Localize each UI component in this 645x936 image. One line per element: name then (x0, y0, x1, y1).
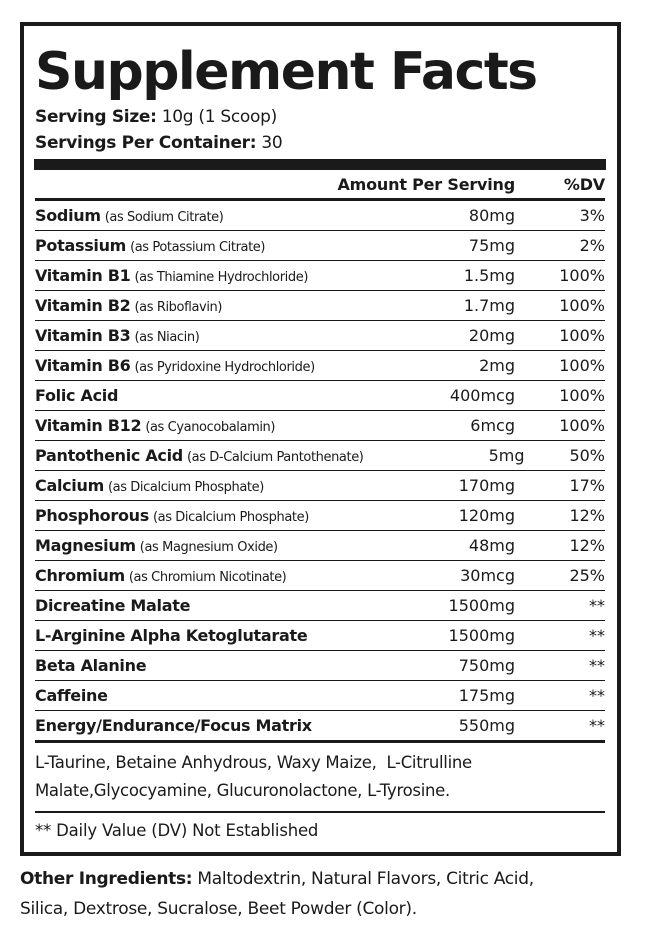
table-row (35, 651, 605, 681)
nutrient-amount: 170mg (458, 476, 515, 495)
servings-per-container (35, 130, 605, 156)
nutrient-source: (as Pyridoxine Hydrochloride) (134, 360, 315, 375)
table-row (35, 351, 605, 381)
nutrient-dv: 2% (579, 236, 605, 255)
table-row (35, 261, 605, 291)
nutrient-source: (as Thiamine Hydrochloride) (134, 270, 308, 285)
nutrient-amount: 1.5mg (463, 266, 515, 285)
nutrient-name: Chromium (35, 566, 125, 585)
nutrient-name-cell (35, 596, 335, 615)
nutrient-name-cell (35, 716, 335, 735)
nutrient-amount: 750mg (458, 656, 515, 675)
nutrient-source: (as Cyanocobalamin) (145, 420, 276, 435)
nutrient-dv: 100% (559, 266, 605, 285)
nutrient-source: (as Dicalcium Phosphate) (152, 510, 309, 525)
nutrient-name: Phosphorous (35, 506, 149, 525)
table-row (35, 231, 605, 261)
other-ingredients (20, 864, 625, 924)
nutrient-amount: 80mg (468, 206, 515, 225)
nutrient-name: Calcium (35, 476, 104, 495)
nutrient-dv: 50% (569, 446, 605, 465)
nutrient-dv: ** (589, 596, 605, 615)
servings-label: Servings Per Container: (35, 133, 257, 153)
nutrient-dv: ** (589, 656, 605, 675)
nutrient-name: L-Arginine Alpha Ketoglutarate (35, 626, 308, 645)
nutrient-amount: 5mg (488, 446, 525, 465)
dv-header: %DV (563, 174, 605, 194)
dv-footnote: ** Daily Value (DV) Not Established (35, 821, 319, 840)
nutrient-name: Beta Alanine (35, 656, 147, 675)
table-row (35, 321, 605, 351)
table-row (35, 591, 605, 621)
nutrient-name-cell (35, 656, 335, 675)
nutrient-name-cell (35, 236, 335, 255)
nutrient-name: Energy/Endurance/Focus Matrix (35, 716, 312, 735)
nutrient-name-cell (35, 206, 335, 225)
nutrient-amount: 400mcg (449, 386, 515, 405)
nutrient-dv: 17% (569, 476, 605, 495)
nutrient-amount: 20mg (468, 326, 515, 345)
nutrient-dv: 100% (559, 386, 605, 405)
table-row (35, 621, 605, 651)
nutrient-amount: 1500mg (448, 626, 515, 645)
nutrient-name-cell (35, 356, 335, 375)
nutrient-name-cell (35, 506, 335, 525)
nutrient-name: Vitamin B6 (35, 356, 131, 375)
nutrient-dv: 25% (569, 566, 605, 585)
nutrient-source: (as Niacin) (134, 330, 200, 345)
nutrient-name-cell (35, 386, 335, 405)
nutrient-source: (as Chromium Nicotinate) (128, 570, 287, 585)
other-ingredients-line-1: Maltodextrin, Natural Flavors, Citric Acid, (197, 869, 534, 889)
table-row (35, 681, 605, 711)
nutrient-name: Vitamin B1 (35, 266, 131, 285)
nutrient-name-cell (35, 326, 335, 345)
table-row (35, 411, 605, 441)
nutrient-dv: 100% (559, 356, 605, 375)
nutrient-name: Vitamin B3 (35, 326, 131, 345)
nutrient-dv: ** (589, 626, 605, 645)
nutrient-source: (as Riboflavin) (134, 300, 223, 315)
nutrient-name: Potassium (35, 236, 127, 255)
other-ingredients-line-2: Silica, Dextrose, Sucralose, Beet Powder (Color). (20, 899, 417, 919)
amount-header: Amount Per Serving (337, 174, 515, 194)
nutrient-amount: 6mcg (470, 416, 515, 435)
nutrient-dv: 12% (569, 506, 605, 525)
table-row (35, 531, 605, 561)
table-row (35, 501, 605, 531)
nutrient-name-cell (35, 566, 335, 585)
nutrient-dv: 100% (559, 296, 605, 315)
nutrient-name-cell (35, 266, 335, 285)
nutrient-amount: 1.7mg (463, 296, 515, 315)
table-header (35, 170, 605, 201)
nutrient-amount: 550mg (458, 716, 515, 735)
nutrient-source: (as Dicalcium Phosphate) (107, 480, 264, 495)
table-row (35, 291, 605, 321)
table-row (35, 711, 605, 743)
nutrient-dv: ** (589, 716, 605, 735)
nutrient-name: Dicreatine Malate (35, 596, 191, 615)
serving-size-value: 10g (1 Scoop) (161, 107, 277, 127)
table-row (35, 381, 605, 411)
nutrient-dv: 100% (559, 416, 605, 435)
other-ingredients-label: Other Ingredients: (20, 869, 193, 889)
nutrient-source: (as D-Calcium Pantothenate) (186, 450, 364, 465)
nutrient-amount: 120mg (458, 506, 515, 525)
table-row (35, 471, 605, 501)
nutrient-name: Caffeine (35, 686, 108, 705)
nutrient-rows (35, 201, 605, 743)
nutrient-dv: 3% (579, 206, 605, 225)
nutrient-dv: ** (589, 686, 605, 705)
nutrient-source: (as Sodium Citrate) (104, 210, 224, 225)
nutrient-amount: 175mg (458, 686, 515, 705)
nutrient-name: Vitamin B2 (35, 296, 131, 315)
nutrient-name: Sodium (35, 206, 101, 225)
nutrient-name: Pantothenic Acid (35, 446, 183, 465)
nutrient-amount: 30mcg (460, 566, 515, 585)
serving-size (35, 104, 605, 130)
nutrient-source: (as Magnesium Oxide) (139, 540, 278, 555)
supplement-facts-panel (20, 22, 621, 856)
nutrient-amount: 75mg (468, 236, 515, 255)
nutrient-name-cell (35, 686, 335, 705)
nutrient-name: Vitamin B12 (35, 416, 142, 435)
nutrient-dv: 12% (569, 536, 605, 555)
matrix-ingredients (35, 743, 605, 813)
nutrient-dv: 100% (559, 326, 605, 345)
nutrient-name-cell (35, 476, 335, 495)
thick-divider (34, 159, 606, 170)
nutrient-name-cell (35, 296, 335, 315)
nutrient-amount: 2mg (479, 356, 515, 375)
nutrient-source: (as Potassium Citrate) (130, 240, 266, 255)
nutrient-name: Folic Acid (35, 386, 119, 405)
nutrient-name-cell (35, 446, 363, 465)
nutrient-name-cell (35, 416, 335, 435)
nutrient-amount: 48mg (468, 536, 515, 555)
nutrient-name-cell (35, 626, 335, 645)
table-row (35, 441, 605, 471)
table-row (35, 561, 605, 591)
table-row (35, 201, 605, 231)
nutrient-amount: 1500mg (448, 596, 515, 615)
panel-title: Supplement Facts (35, 42, 537, 102)
nutrient-name: Magnesium (35, 536, 136, 555)
nutrient-name-cell (35, 536, 335, 555)
matrix-line-1: L-Taurine, Betaine Anhydrous, Waxy Maize, L-Citrulline (35, 753, 472, 772)
servings-value: 30 (261, 133, 283, 153)
serving-size-label: Serving Size: (35, 107, 157, 127)
matrix-line-2: Malate,Glycocyamine, Glucuronolactone, L-Tyrosine. (35, 781, 450, 800)
